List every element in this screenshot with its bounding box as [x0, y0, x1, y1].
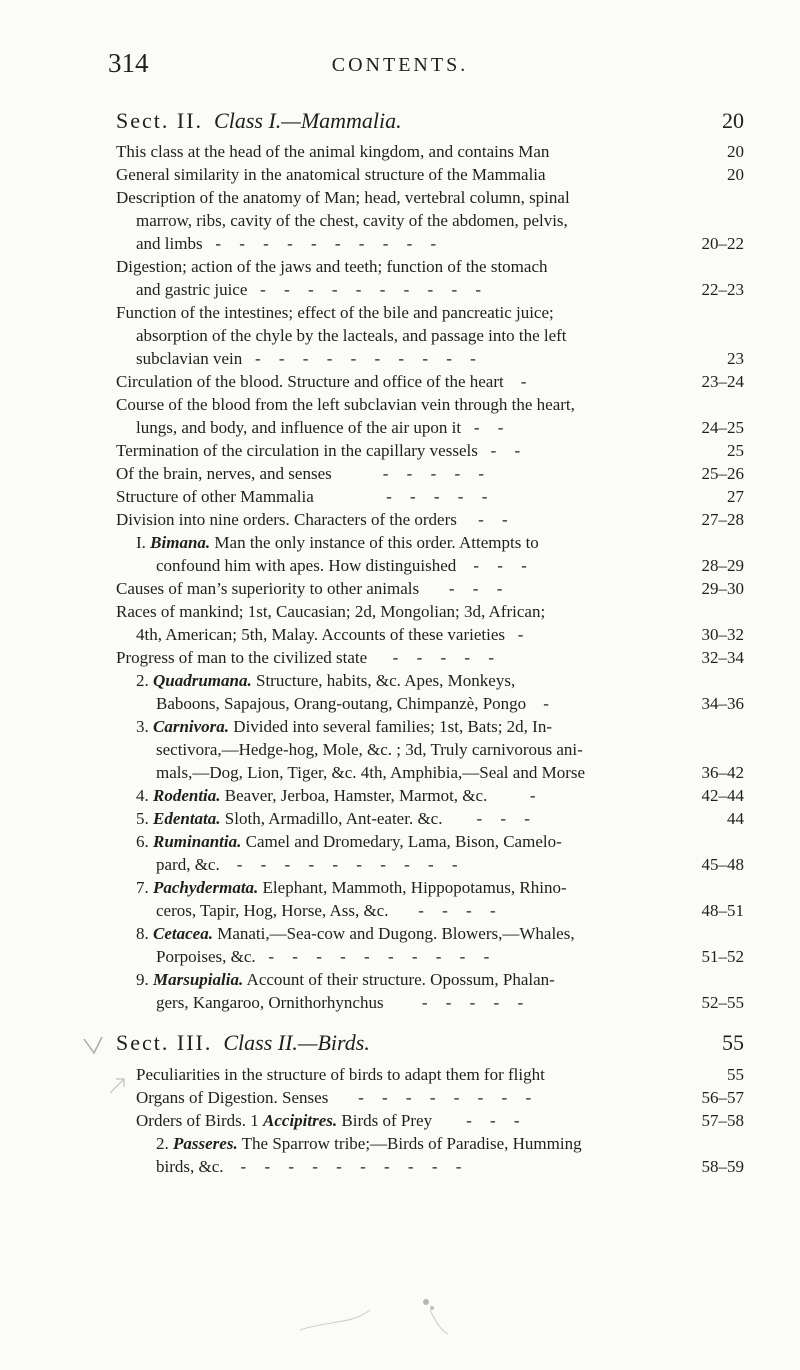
entry-page: 45–48 — [701, 855, 744, 874]
section-title: Class I.—Mammalia. — [214, 108, 402, 133]
entry-page: 57–58 — [701, 1111, 744, 1130]
entry-text: Division into nine orders. Characters of the orders — [116, 510, 457, 529]
ink-mark-icon — [80, 1035, 140, 1105]
order-name: Cetacea. — [153, 924, 213, 943]
order-name: Marsupialia. — [153, 970, 244, 989]
entry-text: Course of the blood from the left subclavian vein through the heart, — [116, 395, 575, 414]
dot-leader: - - — [473, 418, 511, 437]
entry-text: Structure of other Mammalia — [116, 487, 314, 506]
dot-leader: - - - — [473, 556, 534, 575]
dot-leader: - - - - — [418, 901, 503, 920]
entry-page: 23–24 — [701, 372, 744, 391]
entry-page: 55 — [727, 1065, 744, 1084]
entry-text: confound him with apes. How distinguished — [156, 556, 457, 575]
order-name: Passeres. — [173, 1134, 238, 1153]
dot-leader: - - - - - - - - - - — [260, 280, 489, 299]
order-name: Ruminantia. — [153, 832, 242, 851]
entry-page: 58–59 — [701, 1157, 744, 1176]
entry-page: 32–34 — [701, 648, 744, 667]
dot-leader: - — [517, 625, 531, 644]
dot-leader: - — [543, 694, 556, 713]
entry-page: 25–26 — [701, 464, 744, 483]
entry-page: 42–44 — [701, 786, 744, 805]
entry-text: Description of the anatomy of Man; head, vertebral column, spinal — [116, 188, 570, 207]
entry-text: gers, Kangaroo, Ornithorhynchus — [156, 993, 384, 1012]
entry-page: 36–42 — [701, 763, 744, 782]
entry-text: Function of the intestines; effect of the bile and pancreatic juice; — [116, 303, 554, 322]
entry-text: Races of mankind; 1st, Caucasian; 2d, Mongolian; 3d, African; — [116, 602, 546, 621]
entry-text: General similarity in the anatomical structure of the Mammalia — [116, 165, 546, 184]
order-number: 3. — [136, 717, 149, 736]
order-number: 5. — [136, 809, 149, 828]
entry-text: Camel and Dromedary, Lama, Bison, Camelo- — [245, 832, 562, 851]
entry-text: mals,—Dog, Lion, Tiger, &c. 4th, Amphibia,—Seal and Morse — [156, 763, 586, 782]
entry-page: 52–55 — [701, 993, 744, 1012]
entry-text: Divided into several families; 1st, Bats; 2d, In- — [233, 717, 552, 736]
entry-page: 24–25 — [701, 418, 744, 437]
entry-text: Structure, habits, &c. Apes, Monkeys, — [255, 671, 516, 690]
entry-text: 4th, American; 5th, Malay. Accounts of these varieties — [136, 625, 506, 644]
entry-page: 44 — [727, 809, 744, 828]
order-number: 7. — [136, 878, 149, 897]
order-name: Bimana. — [150, 533, 211, 552]
entry-text: Peculiarities in the structure of birds to adapt them for flight — [136, 1065, 545, 1084]
entry-text: lungs, and body, and influence of the air upon it — [136, 418, 462, 437]
entry-text: Birds of Prey — [341, 1111, 433, 1130]
entry-page: 23 — [727, 349, 744, 368]
dot-leader: - - - — [448, 579, 510, 598]
dot-leader: - - - - - - - - - - — [254, 349, 483, 368]
order-name: Carnivora. — [153, 717, 230, 736]
entry-page: 34–36 — [701, 694, 744, 713]
order-number: 2. — [136, 671, 149, 690]
entry-text: Of the brain, nerves, and senses — [116, 464, 332, 483]
entry-text: Circulation of the blood. Structure and office of the heart — [116, 372, 504, 391]
section-number: Sect. III. — [116, 1030, 213, 1055]
ink-smudge-icon — [300, 1290, 460, 1370]
entry-text: Organs of Digestion. Senses — [136, 1088, 329, 1107]
order-name: Quadrumana. — [153, 671, 252, 690]
order-name: Edentata. — [153, 809, 221, 828]
entry-text: Account of their structure. Opossum, Phalan- — [246, 970, 555, 989]
dot-leader: - - - - - - - - — [358, 1088, 539, 1107]
entry-page: 27–28 — [701, 510, 744, 529]
dot-leader: - - - - - - - - - - — [215, 234, 444, 253]
order-name: Pachydermata. — [153, 878, 259, 897]
entry-page: 48–51 — [701, 901, 744, 920]
entry-page: 56–57 — [701, 1088, 744, 1107]
order-number: 2. — [156, 1134, 169, 1153]
order-number: 4. — [136, 786, 149, 805]
dot-leader: - - - — [466, 1111, 527, 1130]
dot-leader: - — [529, 786, 543, 805]
section-heading-2 — [0, 108, 800, 142]
entry-text: Manati,—Sea-cow and Dugong. Blowers,—Whales, — [217, 924, 575, 943]
entry-page: 25 — [727, 441, 744, 460]
dot-leader: - - - - - — [392, 648, 501, 667]
entry-page: 28–29 — [701, 556, 744, 575]
dot-leader: - - - - - - - - - - — [236, 855, 465, 874]
entry-text: The Sparrow tribe;—Birds of Paradise, Humming — [241, 1134, 582, 1153]
entry-page: 22–23 — [701, 280, 744, 299]
entry-text: and gastric juice — [136, 280, 248, 299]
entry-text: Man the only instance of this order. Attempts to — [214, 533, 539, 552]
entry-page: 51–52 — [701, 947, 744, 966]
entry-text: Progress of man to the civilized state — [116, 648, 368, 667]
entry-text: Sloth, Armadillo, Ant-eater. &c. — [224, 809, 443, 828]
page-header — [0, 48, 800, 88]
entry-text: Porpoises, &c. — [156, 947, 256, 966]
section-page: 55 — [722, 1030, 744, 1055]
entry-text: birds, &c. — [156, 1157, 224, 1176]
dot-leader: - - — [478, 510, 515, 529]
order-name: Rodentia. — [153, 786, 221, 805]
section-page: 20 — [722, 108, 744, 133]
entry-text: Causes of man’s superiority to other animals — [116, 579, 420, 598]
order-number: 6. — [136, 832, 149, 851]
entry-text: Beaver, Jerboa, Hamster, Marmot, &c. — [224, 786, 488, 805]
running-title: CONTENTS. — [331, 54, 469, 76]
dot-leader: - — [520, 372, 534, 391]
dot-leader: - - - - - — [421, 993, 531, 1012]
entry-page: 29–30 — [701, 579, 744, 598]
entry-text: sectivora,—Hedge-hog, Mole, &c. ; 3d, Truly carnivorous ani- — [156, 740, 583, 759]
order-number: 8. — [136, 924, 149, 943]
entry-text: This class at the head of the animal kingdom, and contains Man — [116, 142, 550, 161]
dot-leader: - - — [490, 441, 528, 460]
entry-page: 30–32 — [701, 625, 744, 644]
entry-text: marrow, ribs, cavity of the chest, cavity of the abdomen, pelvis, — [136, 211, 568, 230]
dot-leader: - - - — [476, 809, 537, 828]
page-number: 314 — [108, 48, 149, 78]
section-number: Sect. II. — [116, 108, 204, 133]
order-number: I. — [136, 533, 146, 552]
entry-text: Termination of the circulation in the capillary vessels — [116, 441, 478, 460]
entry-text: and limbs — [136, 234, 203, 253]
entry-page: 20–22 — [701, 234, 744, 253]
entry-text: Orders of Birds. 1 — [136, 1111, 259, 1130]
order-number: 9. — [136, 970, 149, 989]
entry-text: ceros, Tapir, Hog, Horse, Ass, &c. — [156, 901, 389, 920]
dot-leader: - - - - - - - - - - — [240, 1157, 469, 1176]
dot-leader: - - - - - — [386, 487, 495, 506]
entry-text: absorption of the chyle by the lacteals, and passage into the left — [136, 326, 567, 345]
dot-leader: - - - - - — [382, 464, 492, 483]
entry-page: 27 — [727, 487, 744, 506]
entry-text: pard, &c. — [156, 855, 220, 874]
entry-text: Baboons, Sapajous, Orang-outang, Chimpanzè, Pongo — [156, 694, 527, 713]
entry-text: Elephant, Mammoth, Hippopotamus, Rhino- — [262, 878, 567, 897]
dot-leader: - - - - - - - - - - — [268, 947, 497, 966]
entry-page: 20 — [727, 142, 744, 161]
entry-text: Digestion; action of the jaws and teeth; function of the stomach — [116, 257, 548, 276]
entry-text: subclavian vein — [136, 349, 243, 368]
order-name: Accipitres. — [263, 1111, 338, 1130]
entry-page: 20 — [727, 165, 744, 184]
section-title: Class II.—Birds. — [223, 1030, 370, 1055]
